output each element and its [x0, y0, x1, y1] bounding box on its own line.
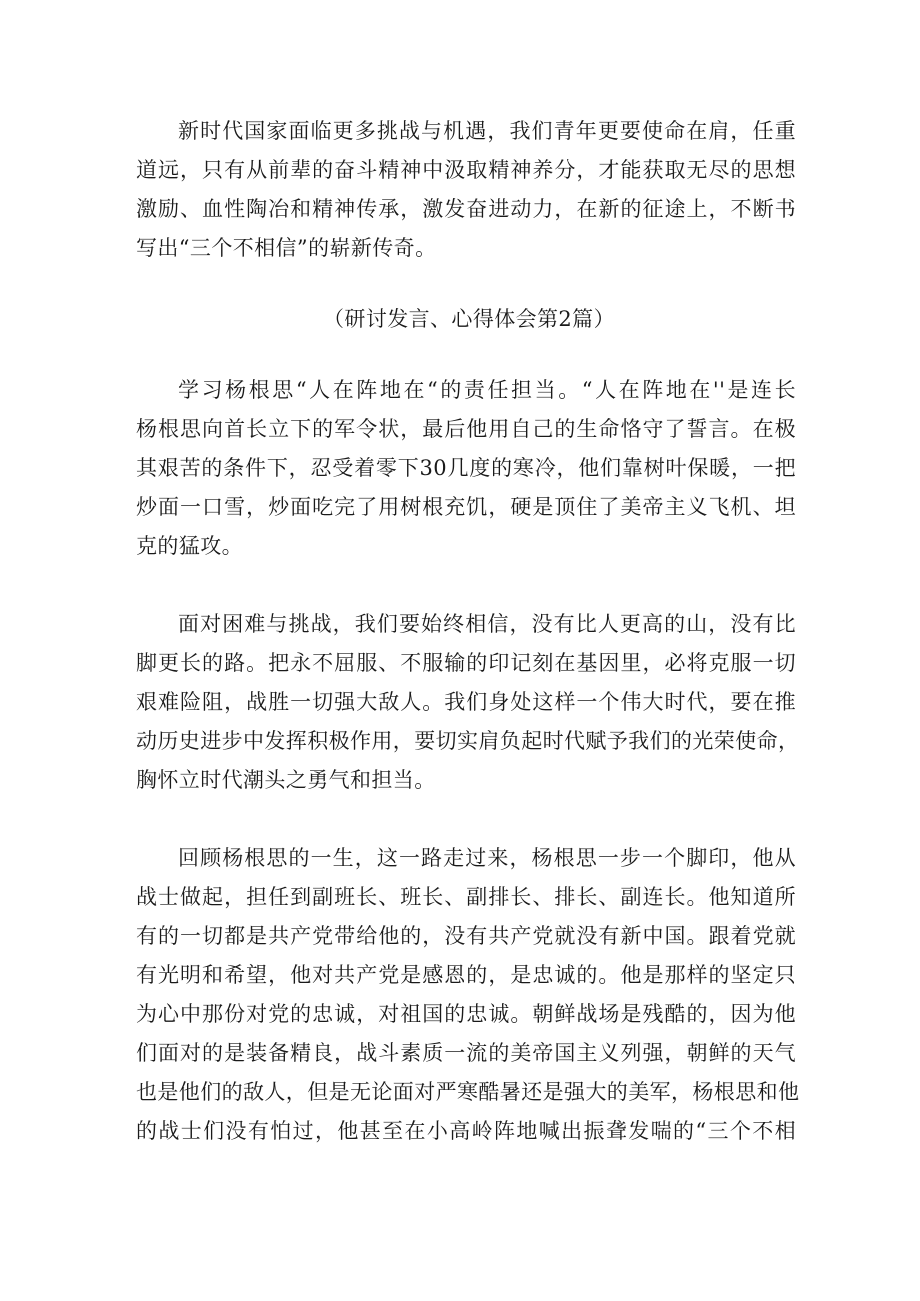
spacer [136, 339, 796, 371]
paragraph-line: 动历史进步中发挥积极作用，要切实肩负起时代赋予我们的光荣使命， [136, 729, 800, 753]
paragraph-line: 写出“三个不相信”的崭新传奇。 [136, 236, 437, 260]
paragraph-line: 也是他们的敌人，但是无论面对严寒酷暑还是强大的美军，杨根思和他 [136, 1080, 800, 1104]
paragraph-line: 面对困难与挑战，我们要始终相信，没有比人更高的山，没有比 [178, 612, 796, 636]
paragraph-3 [136, 605, 800, 800]
spacer [136, 268, 796, 300]
paragraph-1 [136, 112, 796, 268]
paragraph-line: 激励、血性陶冶和精神传承，激发奋进动力，在新的征途上，不断书 [136, 197, 796, 221]
paragraph-line: 脚更长的路。把永不屈服、不服输的印记刻在基因里，必将克服一切 [136, 651, 796, 675]
paragraph-4 [136, 839, 800, 1151]
paragraph-line: 战士做起，担任到副班长、班长、副排长、排长、副连长。他知道所 [136, 885, 796, 909]
paragraph-line: 炒面一口雪，炒面吃完了用树根充饥，硬是顶住了美帝主义飞机、坦 [136, 495, 796, 519]
section-heading: （研讨发言、心得体会第2篇） [323, 307, 615, 331]
paragraph-line: 为心中那份对党的忠诚，对祖国的忠诚。朝鲜战场是残酷的，因为他 [136, 1002, 796, 1026]
paragraph-line: 克的猛攻。 [136, 534, 243, 558]
spacer [136, 566, 796, 605]
paragraph-line: 的战士们没有怕过，他甚至在小高岭阵地喊出振聋发喘的“三个不相 [136, 1119, 796, 1143]
paragraph-2 [136, 371, 796, 566]
spacer [136, 800, 796, 839]
paragraph-line: 杨根思向首长立下的军令状，最后他用自己的生命恪守了誓言。在极 [136, 417, 796, 441]
paragraph-line: 胸怀立时代潮头之勇气和担当。 [136, 768, 436, 792]
paragraph-line: 新时代国家面临更多挑战与机遇，我们青年更要使命在肩，任重 [178, 119, 796, 143]
paragraph-line: 学习杨根思“人在阵地在“的责任担当。“人在阵地在''是连长 [178, 378, 796, 402]
paragraph-line: 有光明和希望，他对共产党是感恩的，是忠诚的。他是那样的坚定只 [136, 963, 796, 987]
document-page [136, 112, 800, 1151]
paragraph-line: 们面对的是装备精良，战斗素质一流的美帝国主义列强，朝鲜的天气 [136, 1041, 796, 1065]
paragraph-line: 道远，只有从前辈的奋斗精神中汲取精神养分，才能获取无尽的思想 [136, 158, 796, 182]
paragraph-line: 回顾杨根思的一生，这一路走过来，杨根思一步一个脚印，他从 [178, 846, 796, 870]
paragraph-line: 其艰苦的条件下，忍受着零下30几度的寒冷，他们靠树叶保暖，一把 [136, 456, 796, 480]
paragraph-line: 有的一切都是共产党带给他的，没有共产党就没有新中国。跟着党就 [136, 924, 796, 948]
paragraph-line: 艰难险阻，战胜一切强大敌人。我们身处这样一个伟大时代，要在推 [136, 690, 796, 714]
